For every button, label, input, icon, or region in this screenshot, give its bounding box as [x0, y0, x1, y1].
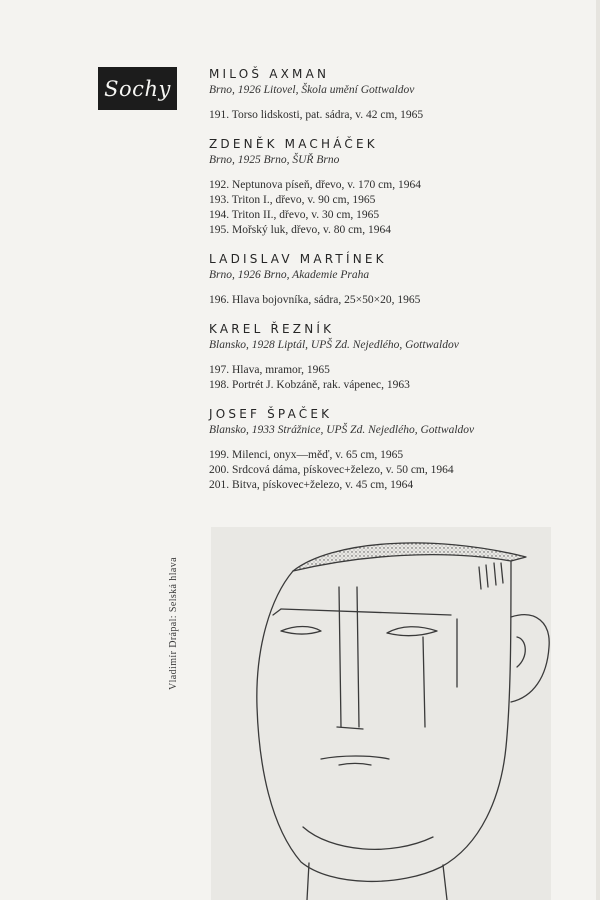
artist-entry	[209, 321, 589, 393]
artist-list	[209, 66, 589, 493]
work-item: 194. Triton II., dřevo, v. 30 cm, 1965	[209, 209, 380, 221]
artist-info: Brno, 1926 Litovel, Škola umění Gottwaldov	[209, 84, 415, 96]
work-item: 192. Neptunova píseň, dřevo, v. 170 cm, 1964	[209, 179, 421, 191]
works-list	[209, 363, 589, 393]
work-item: 199. Milenci, onyx—měď, v. 65 cm, 1965	[209, 449, 404, 461]
artist-info: Blansko, 1928 Liptál, UPŠ Zd. Nejedlého, Gottwaldov	[209, 339, 459, 351]
artist-name: ZDENĚK MACHÁČEK	[209, 137, 378, 151]
work-item: 193. Triton I., dřevo, v. 90 cm, 1965	[209, 194, 376, 206]
illustration-caption: Vladimír Drápal: Selská hlava	[168, 557, 179, 690]
artist-entry	[209, 66, 589, 123]
artist-info: Brno, 1925 Brno, ŠUŘ Brno	[209, 154, 340, 166]
artist-name: JOSEF ŠPAČEK	[209, 407, 333, 421]
artist-info: Blansko, 1933 Strážnice, UPŠ Zd. Nejedlého, Gottwaldov	[209, 424, 475, 436]
works-list	[209, 178, 589, 238]
work-item: 200. Srdcová dáma, pískovec+železo, v. 50 cm, 1964	[209, 464, 454, 476]
artist-name: MILOŠ AXMAN	[209, 67, 330, 81]
works-list	[209, 448, 589, 493]
artist-entry	[209, 251, 589, 308]
works-list	[209, 108, 589, 123]
work-item: 197. Hlava, mramor, 1965	[209, 364, 330, 376]
illustration	[211, 527, 551, 900]
work-item: 191. Torso lidskosti, pat. sádra, v. 42 cm, 1965	[209, 109, 424, 121]
work-item: 196. Hlava bojovníka, sádra, 25×50×20, 1965	[209, 294, 421, 306]
section-label-text: Sochy	[104, 76, 171, 101]
work-item: 198. Portrét J. Kobzáně, rak. vápenec, 1963	[209, 379, 410, 391]
page-edge	[596, 0, 600, 900]
line-drawing-head-icon	[211, 527, 551, 900]
artist-entry	[209, 406, 589, 493]
work-item: 195. Mořský luk, dřevo, v. 80 cm, 1964	[209, 224, 391, 236]
artist-name: KAREL ŘEZNÍK	[209, 322, 335, 336]
works-list	[209, 293, 589, 308]
artist-entry	[209, 136, 589, 238]
section-label	[98, 67, 177, 110]
work-item: 201. Bitva, pískovec+železo, v. 45 cm, 1964	[209, 479, 414, 491]
artist-info: Brno, 1926 Brno, Akademie Praha	[209, 269, 370, 281]
artist-name: LADISLAV MARTÍNEK	[209, 252, 387, 266]
